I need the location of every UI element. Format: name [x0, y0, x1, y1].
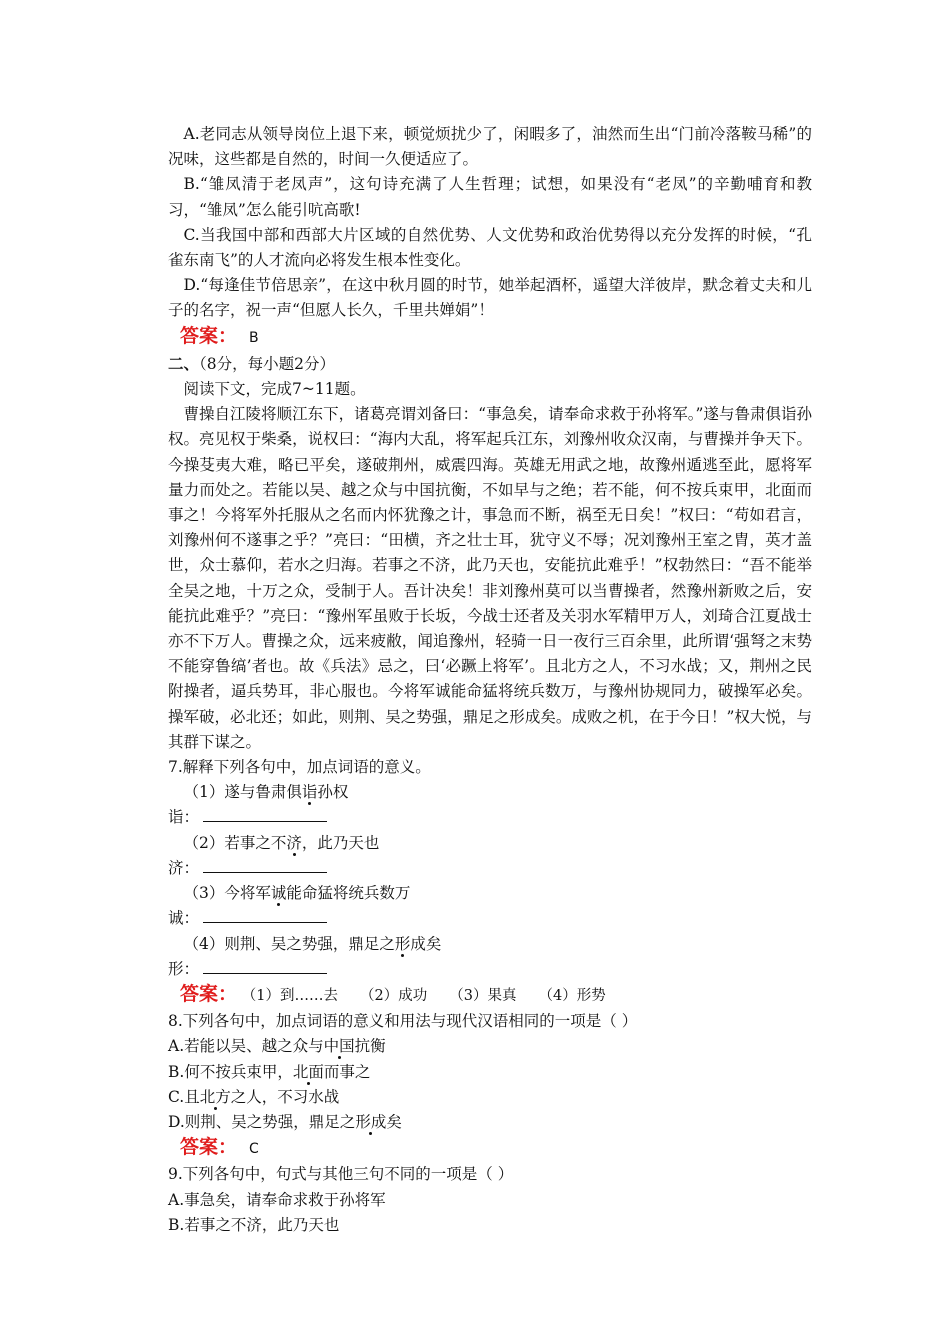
blank-label: 诣：: [168, 808, 200, 827]
answer-blank[interactable]: [203, 805, 327, 822]
answer-label: 答案：: [180, 324, 238, 347]
q6-option-b: B.“雏凤清于老凤声”，这句诗充满了人生哲理；试想，如果没有“老凤”的辛勤哺育和教习，“雏凤”怎么能引吭高歌!: [168, 175, 812, 219]
section-score: （8分，每小题2分）: [199, 354, 335, 373]
q7-answer: [168, 982, 812, 1009]
q7-item-4: [168, 932, 812, 957]
sentence-text: （3）今将军: [183, 884, 271, 903]
option-text: A.若能以吴、越之众与: [168, 1037, 324, 1056]
answer-blank[interactable]: [203, 856, 327, 873]
option-text: D.则荆、吴之势强，鼎足之: [168, 1112, 356, 1131]
blank-label: 济：: [168, 858, 200, 877]
dotted-word: 形: [394, 934, 411, 953]
option-text: B.何不按兵束甲，: [168, 1062, 293, 1081]
q9-option-b: B.若事之不济，此乃天也: [168, 1215, 340, 1234]
dotted-word: 诣: [301, 783, 318, 802]
option-text: 抗衡: [354, 1037, 386, 1056]
sentence-text: 成矣: [410, 934, 442, 953]
answer-value: C: [249, 1141, 259, 1158]
answer-value: （3）果真: [449, 987, 517, 1004]
answer-value: B: [249, 329, 259, 346]
option-text: 而事之: [323, 1062, 371, 1081]
q7-blank-3: [168, 906, 812, 931]
q6-option-c: C.当我国中部和西部大片区域的自然优势、人文优势和政治优势得以充分发挥的时候，“孔雀东南飞”的人才流向必将发生根本性变化。: [168, 225, 812, 270]
sentence-text: ，此乃天也: [301, 833, 380, 852]
q7-blank-4: [168, 957, 812, 982]
dotted-word: 济: [286, 833, 302, 852]
section-instruction: 阅读下文，完成7~11题。: [183, 380, 366, 399]
q7-stem: 7.解释下列各句中，加点词语的意义。: [168, 758, 431, 777]
answer-value: （1）到……去: [249, 987, 338, 1004]
q9-option-a: A.事急矣，请奉命求救于孙将军: [168, 1190, 386, 1209]
option-text: C.且: [168, 1087, 200, 1106]
sentence-text: 孙权: [317, 783, 349, 802]
answer-blank[interactable]: [203, 957, 327, 974]
sentence-text: 能命猛将统兵数万: [286, 884, 411, 903]
option-text: 之人，不习水战: [230, 1087, 340, 1106]
sentence-text: （2）若事之不: [183, 833, 287, 852]
dotted-word: 中国: [323, 1037, 355, 1056]
passage: 曹操自江陵将顺江东下，诸葛亮谓刘备曰：“事急矣，请奉命求救于孙将军。”遂与鲁肃俱诣孙权。亮见权于柴桑，说权曰：“海内大乱，将军起兵江东，刘豫州收众汉南，与曹操并争天下。今操芟夷大难，略已平矣，遂破荆州，威震四海。英雄无用武之地，故豫州遁逃至此，愿将军量力而处之。若能以吴、越之众与中国抗衡，不如早与之绝；若不能，何不按兵束甲，北面而事之！今将军外托服从之名而内怀犹豫之计，事急而不断，祸至无日矣！”权曰：“苟如君言，刘豫州何不遂事之乎？”亮曰：“田横，齐之壮士耳，犹守义不辱；况刘豫州王室之胄，英才盖世，众士慕仰，若水之归海。若事之不济，此乃天也，安能抗此难乎！”权勃然曰：“吾不能举全吴之地，十万之众，受制于人。吾计决矣！非刘豫州莫可以当曹操者，然豫州新败之后，安能抗此难乎？”亮曰：“豫州军虽败于长坂，今战士还者及关羽水军精甲万人，刘琦合江夏战士亦不下万人。曹操之众，远来疲敝，闻追豫州，轻骑一日一夜行三百余里，此所谓‘强弩之末势不能穿鲁缟’者也。故《兵法》忌之，曰‘必蹶上将军’。且北方之人，不习水战；又，荆州之民附操者，逼兵势耳，非心服也。今将军诚能命猛将统兵数万，与豫州协规同力，破操军必矣。操军破，必北还；如此，则荆、吴之势强，鼎足之形成矣。成败之机，在于今日！”权大悦，与其群下谋之。: [168, 405, 812, 751]
q7-item-1: [168, 780, 812, 805]
q8-option-d: [168, 1110, 812, 1135]
q7-item-3: [168, 881, 812, 906]
q8-stem: 8.下列各句中，加点词语的意义和用法与现代汉语相同的一项是（ ）: [168, 1012, 638, 1031]
section-title: 二、: [168, 353, 200, 373]
q8-option-c: [168, 1085, 812, 1110]
blank-label: 诚：: [168, 909, 200, 928]
answer-label: 答案：: [180, 982, 238, 1005]
dotted-word: 北面: [292, 1062, 324, 1081]
document-page: [168, 122, 812, 1238]
dotted-word: 诚: [270, 884, 287, 903]
q7-blank-2: [168, 856, 812, 881]
section-2-heading: [168, 351, 812, 377]
q8-option-a: [168, 1034, 812, 1059]
q6-answer: [168, 324, 812, 351]
q8-option-b: [168, 1060, 812, 1085]
answer-value: （4）形势: [538, 987, 606, 1004]
dotted-word: 北方: [199, 1087, 231, 1106]
q7-item-2: [168, 831, 812, 856]
option-text: 矣: [386, 1112, 402, 1131]
q9-stem: 9.下列各句中，句式与其他三句不同的一项是（ ）: [168, 1165, 514, 1184]
sentence-text: （4）则荆、吴之势强，鼎足之: [183, 934, 395, 953]
q6-option-a: A.老同志从领导岗位上退下来，顿觉烦扰少了，闲暇多了，油然而生出“门前冷落鞍马稀”的况味，这些都是自然的，时间一久便适应了。: [168, 125, 812, 169]
dotted-word: 形成: [355, 1112, 387, 1131]
answer-label: 答案：: [180, 1136, 238, 1159]
answer-blank[interactable]: [203, 906, 327, 923]
blank-label: 形：: [168, 959, 200, 978]
answer-value: （2）成功: [360, 987, 428, 1004]
q8-answer: [168, 1135, 812, 1162]
sentence-text: （1）遂与鲁肃俱: [183, 783, 302, 802]
q6-option-d: D.“每逢佳节倍思亲”，在这中秋月圆的时节，她举起酒杯，遥望大洋彼岸，默念着丈夫和儿子的名字，祝一声“但愿人长久，千里共婵娟”！: [168, 276, 812, 320]
q7-blank-1: [168, 805, 812, 830]
answer-values: [249, 988, 628, 1004]
